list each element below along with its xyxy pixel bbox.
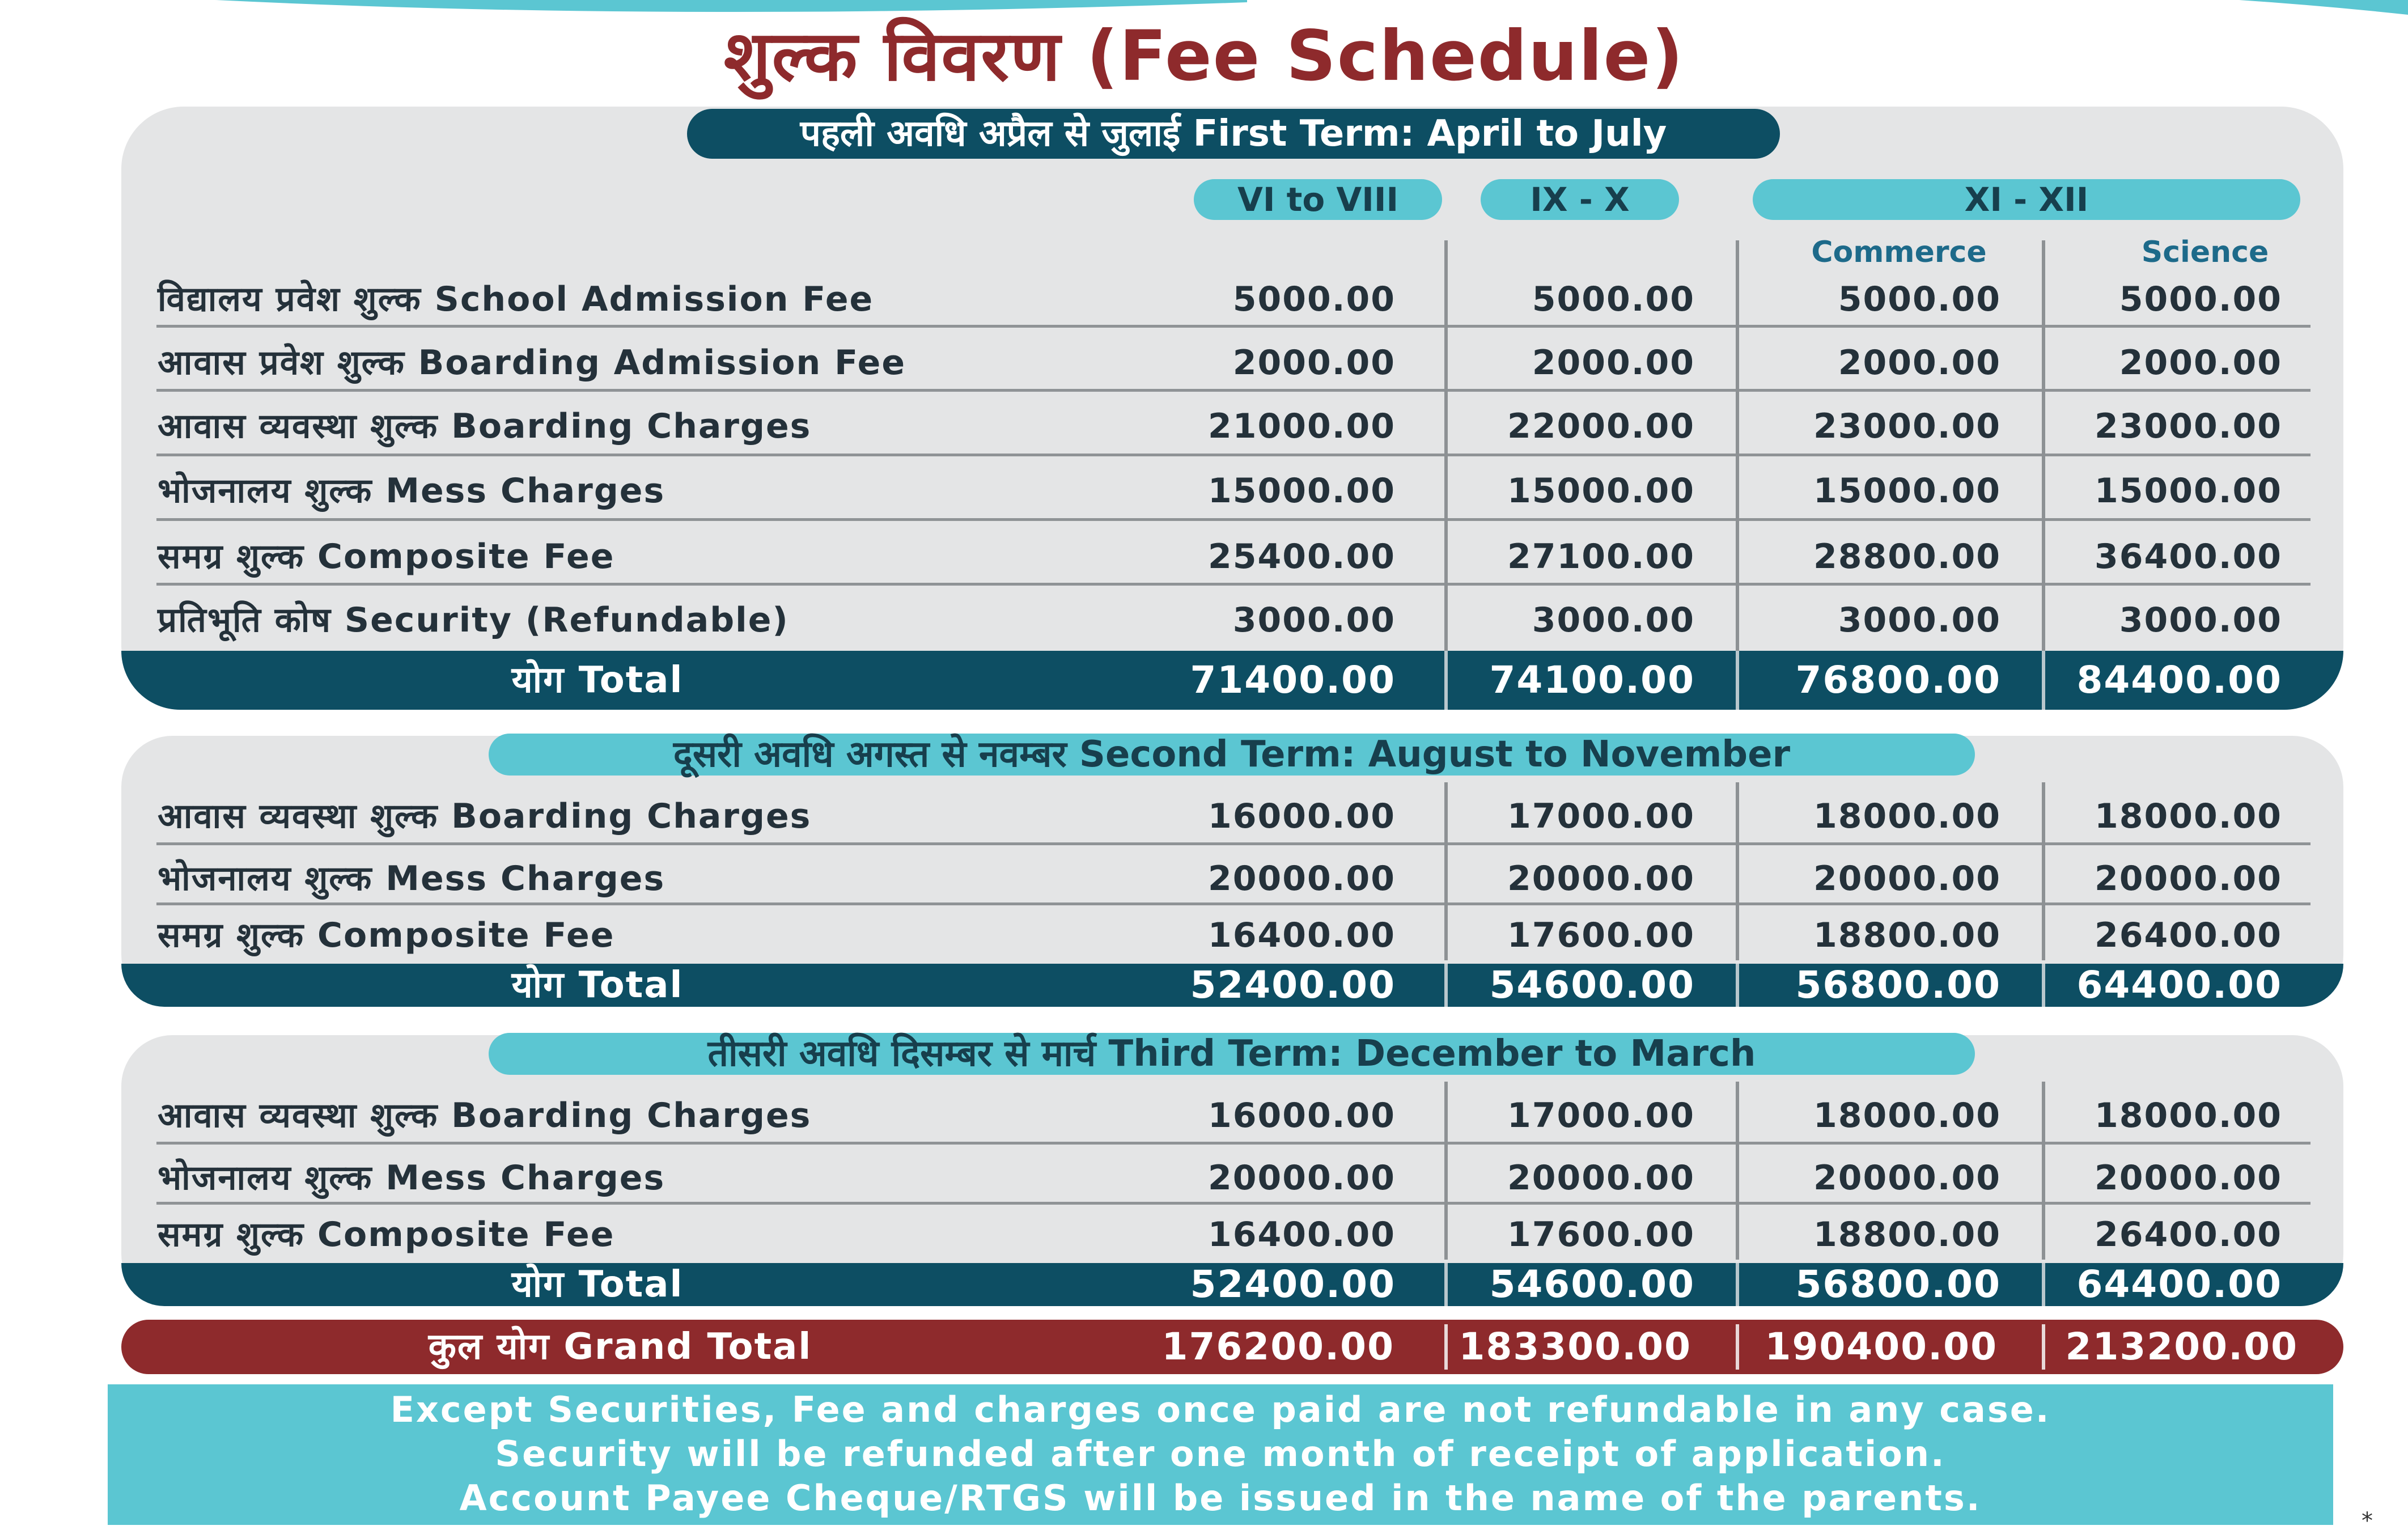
fee-value: 15000.00 (1507, 471, 1695, 511)
page-title: शुल्क विवरण (Fee Schedule) (723, 16, 1685, 96)
total-divider (1444, 964, 1448, 1007)
fee-value: 18800.00 (1813, 1215, 2001, 1255)
fee-value: 23000.00 (1813, 406, 2001, 446)
total-label: योग Total (511, 964, 684, 1006)
fee-value: 17600.00 (1507, 1215, 1695, 1255)
grand-total-label: कुल योग Grand Total (428, 1326, 812, 1368)
total-value: 56800.00 (1795, 1262, 2001, 1306)
fee-value: 16000.00 (1207, 796, 1396, 836)
fee-value: 18000.00 (2094, 1096, 2282, 1135)
total-value: 54600.00 (1489, 963, 1695, 1007)
fee-label: आवास व्यवस्था शुल्क Boarding Charges (158, 406, 812, 446)
fee-value: 18000.00 (1813, 1096, 2001, 1135)
fee-label: आवास व्यवस्था शुल्क Boarding Charges (158, 796, 812, 836)
total-label: योग Total (511, 1264, 684, 1306)
total-value: 84400.00 (2076, 658, 2282, 702)
fee-value: 17600.00 (1507, 916, 1695, 955)
row-divider (156, 1142, 2311, 1145)
notice-line-3: Account Payee Cheque/RTGS will be issued in the name of the parents. (459, 1477, 1982, 1519)
fee-value: 20000.00 (1207, 859, 1396, 899)
total-value: 71400.00 (1190, 658, 1396, 702)
notice-line-1: Except Securities, Fee and charges once paid are not refundable in any case. (390, 1389, 2051, 1430)
total-divider (1736, 964, 1739, 1007)
fee-value: 5000.00 (2119, 279, 2282, 319)
total-divider (1444, 1263, 1448, 1306)
row-divider (156, 1202, 2311, 1205)
term-1-heading: पहली अवधि अप्रैल से जुलाई First Term: April to July (687, 109, 1780, 159)
fee-value: 16400.00 (1207, 1215, 1396, 1255)
row-divider (156, 518, 2311, 521)
total-divider (1736, 651, 1739, 710)
grand-divider (1736, 1324, 1739, 1370)
fee-label: विद्यालय प्रवेश शुल्क School Admission Fee (158, 279, 874, 319)
total-value: 76800.00 (1795, 658, 2001, 702)
total-value: 74100.00 (1489, 658, 1695, 702)
fee-value: 18000.00 (1813, 796, 2001, 836)
fee-value: 20000.00 (1507, 1158, 1695, 1198)
total-value: 54600.00 (1489, 1262, 1695, 1306)
grand-total-science: 213200.00 (2065, 1325, 2298, 1368)
grand-divider (1444, 1324, 1448, 1370)
fee-value: 20000.00 (1813, 859, 2001, 899)
total-bar (121, 1263, 2343, 1306)
fee-value: 26400.00 (2094, 1215, 2282, 1255)
fee-value: 3000.00 (1532, 600, 1695, 640)
term-3-heading: तीसरी अवधि दिसम्बर से मार्च Third Term: December to March (489, 1033, 1975, 1075)
total-bar (121, 651, 2343, 710)
fee-value: 18800.00 (1813, 916, 2001, 955)
fee-value: 23000.00 (2094, 406, 2282, 446)
fee-value: 28800.00 (1813, 537, 2001, 577)
row-divider (156, 454, 2311, 456)
fee-value: 3000.00 (2119, 600, 2282, 640)
fee-label: समग्र शुल्क Composite Fee (158, 916, 615, 955)
column-header-xi-xii: XI - XII (1753, 179, 2300, 220)
grand-divider (2042, 1324, 2045, 1370)
fee-value: 3000.00 (1232, 600, 1396, 640)
fee-value: 15000.00 (1207, 471, 1396, 511)
total-value: 52400.00 (1190, 963, 1396, 1007)
grand-total-bar (121, 1320, 2343, 1374)
fee-value: 2000.00 (2119, 343, 2282, 383)
total-divider (1736, 1263, 1739, 1306)
row-divider (156, 902, 2311, 905)
total-value: 64400.00 (2076, 963, 2282, 1007)
fee-value: 5000.00 (1232, 279, 1396, 319)
fee-value: 21000.00 (1207, 406, 1396, 446)
fee-value: 20000.00 (2094, 859, 2282, 899)
grand-total-ix-x: 183300.00 (1459, 1325, 1691, 1368)
total-bar (121, 964, 2343, 1007)
row-divider (156, 842, 2311, 845)
fee-value: 5000.00 (1838, 279, 2001, 319)
fee-value: 20000.00 (2094, 1158, 2282, 1198)
column-header-ix-x: IX - X (1481, 179, 1679, 220)
fee-value: 20000.00 (1507, 859, 1695, 899)
total-value: 56800.00 (1795, 963, 2001, 1007)
notice-box (108, 1384, 2333, 1525)
grand-total-commerce: 190400.00 (1765, 1325, 1998, 1368)
fee-value: 18000.00 (2094, 796, 2282, 836)
total-divider (2042, 1263, 2045, 1306)
fee-value: 15000.00 (2094, 471, 2282, 511)
total-divider (2042, 651, 2045, 710)
total-label: योग Total (511, 659, 684, 701)
fee-value: 20000.00 (1813, 1158, 2001, 1198)
fee-label: भोजनालय शुल्क Mess Charges (158, 859, 665, 899)
row-divider (156, 389, 2311, 392)
total-value: 64400.00 (2076, 1262, 2282, 1306)
fee-label: प्रतिभूति कोष Security (Refundable) (158, 600, 789, 640)
total-value: 52400.00 (1190, 1262, 1396, 1306)
fee-value: 17000.00 (1507, 1096, 1695, 1135)
footnote-mark: * (2362, 1508, 2373, 1534)
fee-label: भोजनालय शुल्क Mess Charges (158, 471, 665, 511)
row-divider (156, 583, 2311, 586)
term-2-heading: दूसरी अवधि अगस्त से नवम्बर Second Term: August to November (489, 734, 1975, 776)
fee-value: 2000.00 (1838, 343, 2001, 383)
fee-label: आवास व्यवस्था शुल्क Boarding Charges (158, 1096, 812, 1135)
notice-line-2: Security will be refunded after one month of receipt of application. (495, 1433, 1946, 1474)
fee-label: भोजनालय शुल्क Mess Charges (158, 1158, 665, 1198)
fee-value: 25400.00 (1207, 537, 1396, 577)
fee-value: 22000.00 (1507, 406, 1695, 446)
grand-total-vi-viii: 176200.00 (1161, 1325, 1394, 1368)
row-divider (156, 325, 2311, 328)
fee-value: 3000.00 (1838, 600, 2001, 640)
fee-label: आवास प्रवेश शुल्क Boarding Admission Fee (158, 343, 906, 383)
fee-value: 20000.00 (1207, 1158, 1396, 1198)
subheader-science: Science (2141, 235, 2269, 269)
fee-value: 2000.00 (1232, 343, 1396, 383)
column-header-vi-viii: VI to VIII (1194, 179, 1442, 220)
fee-value: 26400.00 (2094, 916, 2282, 955)
fee-value: 36400.00 (2094, 537, 2282, 577)
fee-value: 27100.00 (1507, 537, 1695, 577)
fee-value: 15000.00 (1813, 471, 2001, 511)
fee-value: 16400.00 (1207, 916, 1396, 955)
fee-value: 2000.00 (1532, 343, 1695, 383)
fee-label: समग्र शुल्क Composite Fee (158, 1215, 615, 1255)
total-divider (2042, 964, 2045, 1007)
fee-value: 17000.00 (1507, 796, 1695, 836)
fee-value: 5000.00 (1532, 279, 1695, 319)
total-divider (1444, 651, 1448, 710)
fee-label: समग्र शुल्क Composite Fee (158, 537, 615, 577)
subheader-commerce: Commerce (1811, 235, 1987, 269)
fee-value: 16000.00 (1207, 1096, 1396, 1135)
